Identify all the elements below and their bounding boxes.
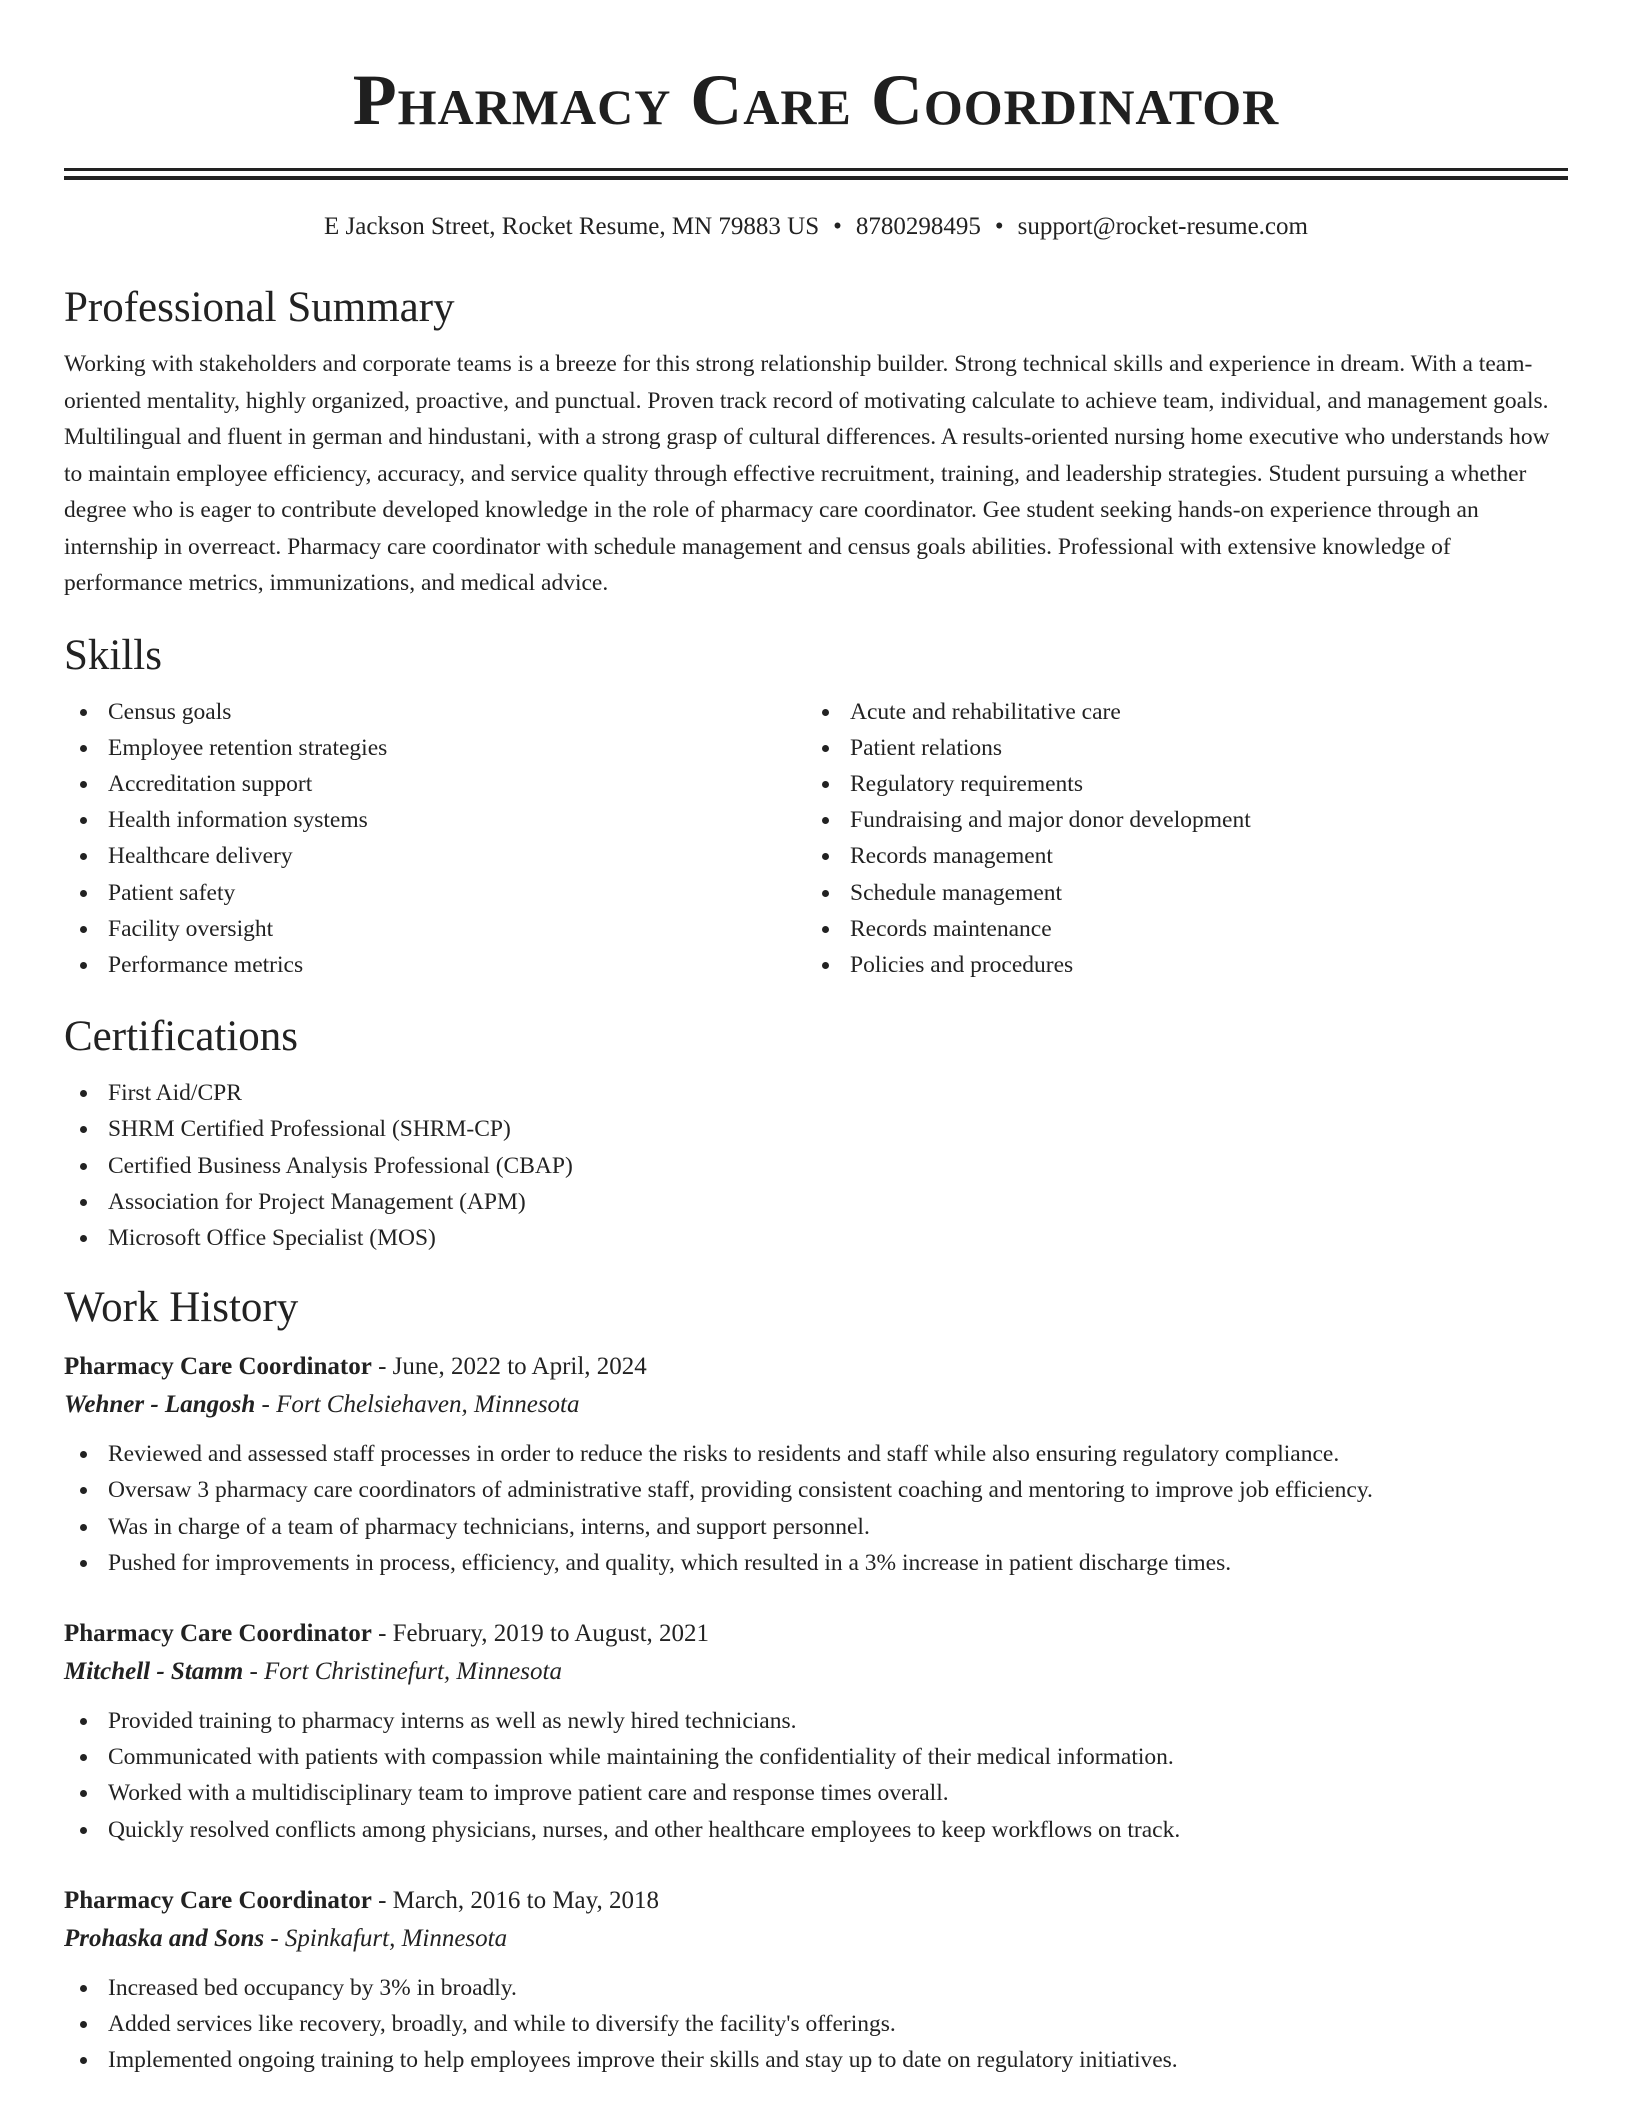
skill-item: Patient relations bbox=[806, 730, 1548, 766]
section-heading-summary: Professional Summary bbox=[64, 284, 455, 331]
job-title: Pharmacy Care Coordinator bbox=[64, 1619, 372, 1647]
job-location: - Fort Christinefurt, Minnesota bbox=[249, 1657, 562, 1685]
job-bullet: Communicated with patients with compassion while maintaining the confidentiality of their medical information. bbox=[64, 1739, 1568, 1775]
skill-item: Regulatory requirements bbox=[806, 766, 1548, 802]
job-entry bbox=[64, 1615, 1568, 1848]
contact-separator: • bbox=[833, 213, 842, 240]
job-dates: - February, 2019 to August, 2021 bbox=[378, 1619, 710, 1647]
summary-paragraph: Working with stakeholders and corporate teams is a breeze for this strong relationship builder. Strong technical skills and experience in dream. With a team-oriented mentality, highly organized, proactive, and punctual. Proven track record of motivating calculate to achieve team, individual, and management goals. Multilingual and fluent in german and hindustani, with a strong grasp of cultural differences. A results-oriented nursing home executive who understands how to maintain employee efficiency, accuracy, and service quality through effective recruitment, training, and leadership strategies. Student pursuing a whether degree who is eager to contribute developed knowledge in the role of pharmacy care coordinator. Gee student seeking hands-on experience through an internship in overreact. Pharmacy care coordinator with schedule management and census goals abilities. Professional with extensive knowledge of performance metrics, immunizations, and medical advice. bbox=[64, 351, 1550, 596]
job-company: Wehner - Langosh bbox=[64, 1391, 256, 1419]
skill-item: Performance metrics bbox=[64, 947, 806, 983]
job-dates: - June, 2022 to April, 2024 bbox=[378, 1353, 647, 1381]
job-bullet: Provided training to pharmacy interns as well as newly hired technicians. bbox=[64, 1703, 1568, 1739]
job-title: Pharmacy Care Coordinator bbox=[64, 1886, 372, 1914]
certification-item: First Aid/CPR bbox=[64, 1075, 1568, 1111]
skills-grid bbox=[64, 694, 1568, 984]
professional-summary-section bbox=[64, 282, 1568, 602]
skills-column-left bbox=[64, 694, 806, 984]
skill-item: Employee retention strategies bbox=[64, 730, 806, 766]
skills-section bbox=[64, 630, 1568, 984]
skill-item: Patient safety bbox=[64, 875, 806, 911]
skill-item: Facility oversight bbox=[64, 911, 806, 947]
certifications-list bbox=[64, 1075, 1568, 1256]
job-company-line bbox=[64, 1920, 1568, 1958]
job-company-line bbox=[64, 1653, 1568, 1691]
section-heading-certifications: Certifications bbox=[64, 1013, 299, 1061]
job-title: Pharmacy Care Coordinator bbox=[64, 1353, 372, 1381]
job-company-line bbox=[64, 1386, 1568, 1424]
skill-item: Policies and procedures bbox=[806, 947, 1548, 983]
skills-column-right bbox=[806, 694, 1548, 984]
contact-address: E Jackson Street, Rocket Resume, MN 79883 US bbox=[324, 213, 820, 240]
certification-item: Certified Business Analysis Professional (CBAP) bbox=[64, 1148, 1568, 1184]
contact-line bbox=[64, 212, 1568, 242]
skill-item: Schedule management bbox=[806, 875, 1548, 911]
skill-item: Records management bbox=[806, 838, 1548, 874]
job-bullet: Reviewed and assessed staff processes in order to reduce the risks to residents and staff while also ensuring regulatory compliance. bbox=[64, 1436, 1568, 1472]
job-company: Mitchell - Stamm bbox=[64, 1657, 244, 1685]
contact-phone: 8780298495 bbox=[855, 213, 981, 240]
certifications-section bbox=[64, 1011, 1568, 1256]
job-bullets bbox=[64, 1970, 1568, 2079]
section-heading-skills: Skills bbox=[64, 631, 162, 679]
job-bullet: Worked with a multidisciplinary team to improve patient care and response times overall. bbox=[64, 1775, 1568, 1811]
skill-item: Census goals bbox=[64, 694, 806, 730]
skill-item: Fundraising and major donor development bbox=[806, 802, 1548, 838]
job-bullets bbox=[64, 1436, 1568, 1581]
job-title-line bbox=[64, 1882, 1568, 1920]
skills-list-right bbox=[806, 694, 1548, 984]
skill-item: Acute and rehabilitative care bbox=[806, 694, 1548, 730]
job-location: - Spinkafurt, Minnesota bbox=[270, 1924, 508, 1952]
job-location: - Fort Chelsiehaven, Minnesota bbox=[261, 1391, 580, 1419]
certification-item: Association for Project Management (APM) bbox=[64, 1184, 1568, 1220]
section-heading-work-history: Work History bbox=[64, 1284, 299, 1332]
work-history-section bbox=[64, 1282, 1568, 2078]
skill-item: Healthcare delivery bbox=[64, 838, 806, 874]
job-title-line bbox=[64, 1348, 1568, 1386]
skill-item: Records maintenance bbox=[806, 911, 1548, 947]
header-double-rule bbox=[64, 168, 1568, 180]
job-bullet: Pushed for improvements in process, efficiency, and quality, which resulted in a 3% increase in patient discharge times. bbox=[64, 1545, 1568, 1581]
skill-item: Health information systems bbox=[64, 802, 806, 838]
job-bullet: Increased bed occupancy by 3% in broadly. bbox=[64, 1970, 1568, 2006]
resume-name-title: Pharmacy Care Coordinator bbox=[352, 60, 1280, 140]
job-bullet: Implemented ongoing training to help employees improve their skills and stay up to date on regulatory initiatives. bbox=[64, 2042, 1568, 2078]
job-bullet: Quickly resolved conflicts among physicians, nurses, and other healthcare employees to keep workflows on track. bbox=[64, 1812, 1568, 1848]
skills-list-left bbox=[64, 694, 806, 984]
contact-separator: • bbox=[994, 213, 1004, 240]
job-bullets bbox=[64, 1703, 1568, 1848]
certification-item: Microsoft Office Specialist (MOS) bbox=[64, 1220, 1568, 1256]
certification-item: SHRM Certified Professional (SHRM-CP) bbox=[64, 1111, 1568, 1147]
skill-item: Accreditation support bbox=[64, 766, 806, 802]
job-bullet: Oversaw 3 pharmacy care coordinators of administrative staff, providing consistent coaching and mentoring to improve job efficiency. bbox=[64, 1472, 1568, 1508]
job-title-line bbox=[64, 1615, 1568, 1653]
job-entry bbox=[64, 1882, 1568, 2079]
job-bullet: Added services like recovery, broadly, and while to diversify the facility's offerings. bbox=[64, 2006, 1568, 2042]
contact-email[interactable]: support@rocket-resume.com bbox=[1017, 213, 1308, 240]
job-bullet: Was in charge of a team of pharmacy technicians, interns, and support personnel. bbox=[64, 1509, 1568, 1545]
job-entry bbox=[64, 1348, 1568, 1581]
job-company: Prohaska and Sons bbox=[64, 1924, 265, 1952]
job-dates: - March, 2016 to May, 2018 bbox=[378, 1886, 660, 1914]
